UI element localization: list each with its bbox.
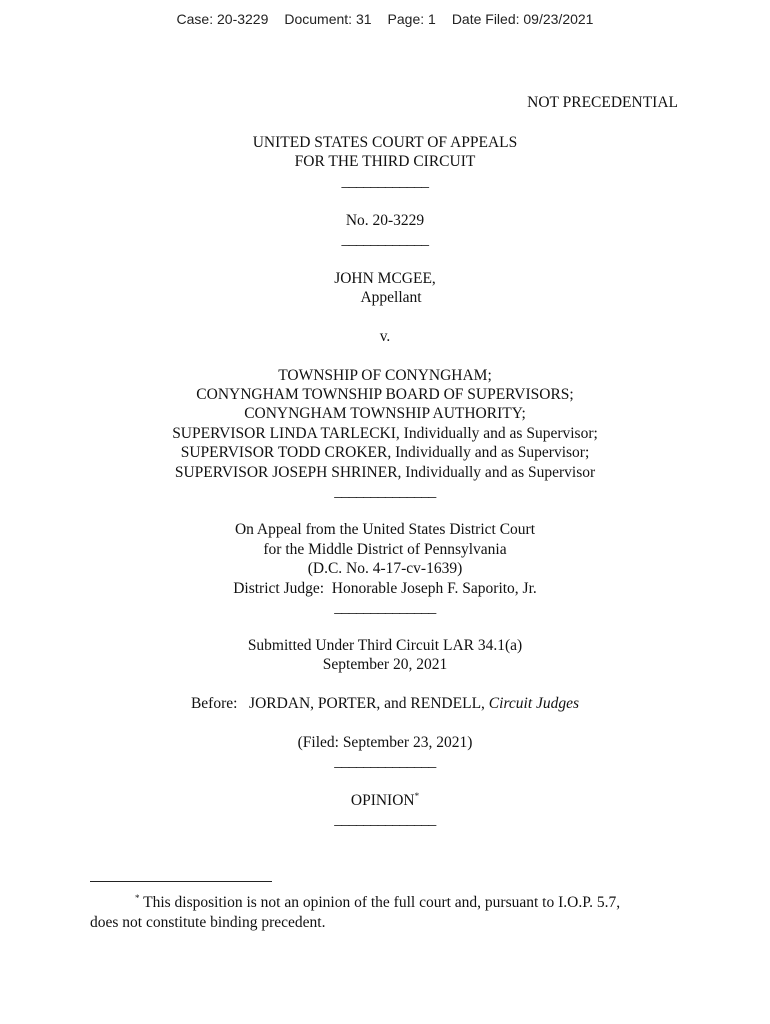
appellant-name: JOHN MCGEE, (334, 270, 436, 287)
appellee-line: SUPERVISOR JOSEPH SHRINER, Individually and as Supervisor (174, 464, 596, 481)
footnote-line: does not constitute binding precedent. (90, 913, 326, 931)
footnote-marker: * (135, 892, 140, 903)
docket-number: No. 20-3229 (345, 212, 425, 229)
submitted-line: Submitted Under Third Circuit LAR 34.1(a) (247, 637, 523, 654)
appeal-line: (D.C. No. 4-17-cv-1639) (307, 560, 463, 577)
divider: ______________ (334, 483, 436, 500)
not-precedential-label: NOT PRECEDENTIAL (527, 94, 678, 111)
appeal-line: On Appeal from the United States District Court (234, 521, 536, 538)
court-name: UNITED STATES COURT OF APPEALS (252, 134, 518, 151)
footnote-text: This disposition is not an opinion of the full court and, pursuant to I.O.P. 5.7, (139, 894, 621, 911)
divider: ______________ (334, 599, 436, 616)
appellee-line: SUPERVISOR LINDA TARLECKI, Individually and as Supervisor; (172, 425, 598, 442)
district-judge: District Judge: Honorable Joseph F. Saporito, Jr. (233, 580, 537, 597)
appellant-role: Appellant (360, 289, 422, 306)
date-filed: Date Filed: 09/23/2021 (451, 11, 594, 27)
versus: v. (379, 328, 391, 345)
appellee-line: SUPERVISOR TODD CROKER, Individually and as Supervisor; (180, 444, 590, 461)
divider: ____________ (341, 231, 429, 248)
document-number: Document: 31 (284, 11, 372, 27)
divider: ____________ (341, 173, 429, 190)
panel-judges: Before: JORDAN, PORTER, and RENDELL, (190, 695, 489, 712)
appellee-line: CONYNGHAM TOWNSHIP BOARD OF SUPERVISORS; (196, 386, 574, 403)
filed-date: (Filed: September 23, 2021) (297, 734, 473, 751)
footnote-marker: * (414, 790, 420, 801)
footnote (90, 893, 690, 932)
divider: ______________ (334, 753, 436, 770)
page-number: Page: 1 (387, 11, 436, 27)
footnote-separator (90, 881, 272, 882)
panel-line (0, 694, 770, 714)
appellee-line: TOWNSHIP OF CONYNGHAM; (278, 367, 492, 384)
footnote-line (90, 893, 690, 913)
divider: ______________ (334, 811, 436, 828)
opinion-heading (0, 791, 770, 811)
circuit-judges-title: Circuit Judges (488, 695, 580, 712)
submitted-date: September 20, 2021 (322, 656, 448, 673)
circuit-name: FOR THE THIRD CIRCUIT (294, 153, 476, 170)
case-number: Case: 20-3229 (176, 11, 269, 27)
appellee-line: CONYNGHAM TOWNSHIP AUTHORITY; (244, 405, 526, 422)
filing-header (0, 11, 770, 27)
appeal-line: for the Middle District of Pennsylvania (263, 541, 507, 558)
opinion-title: OPINION (350, 792, 415, 809)
